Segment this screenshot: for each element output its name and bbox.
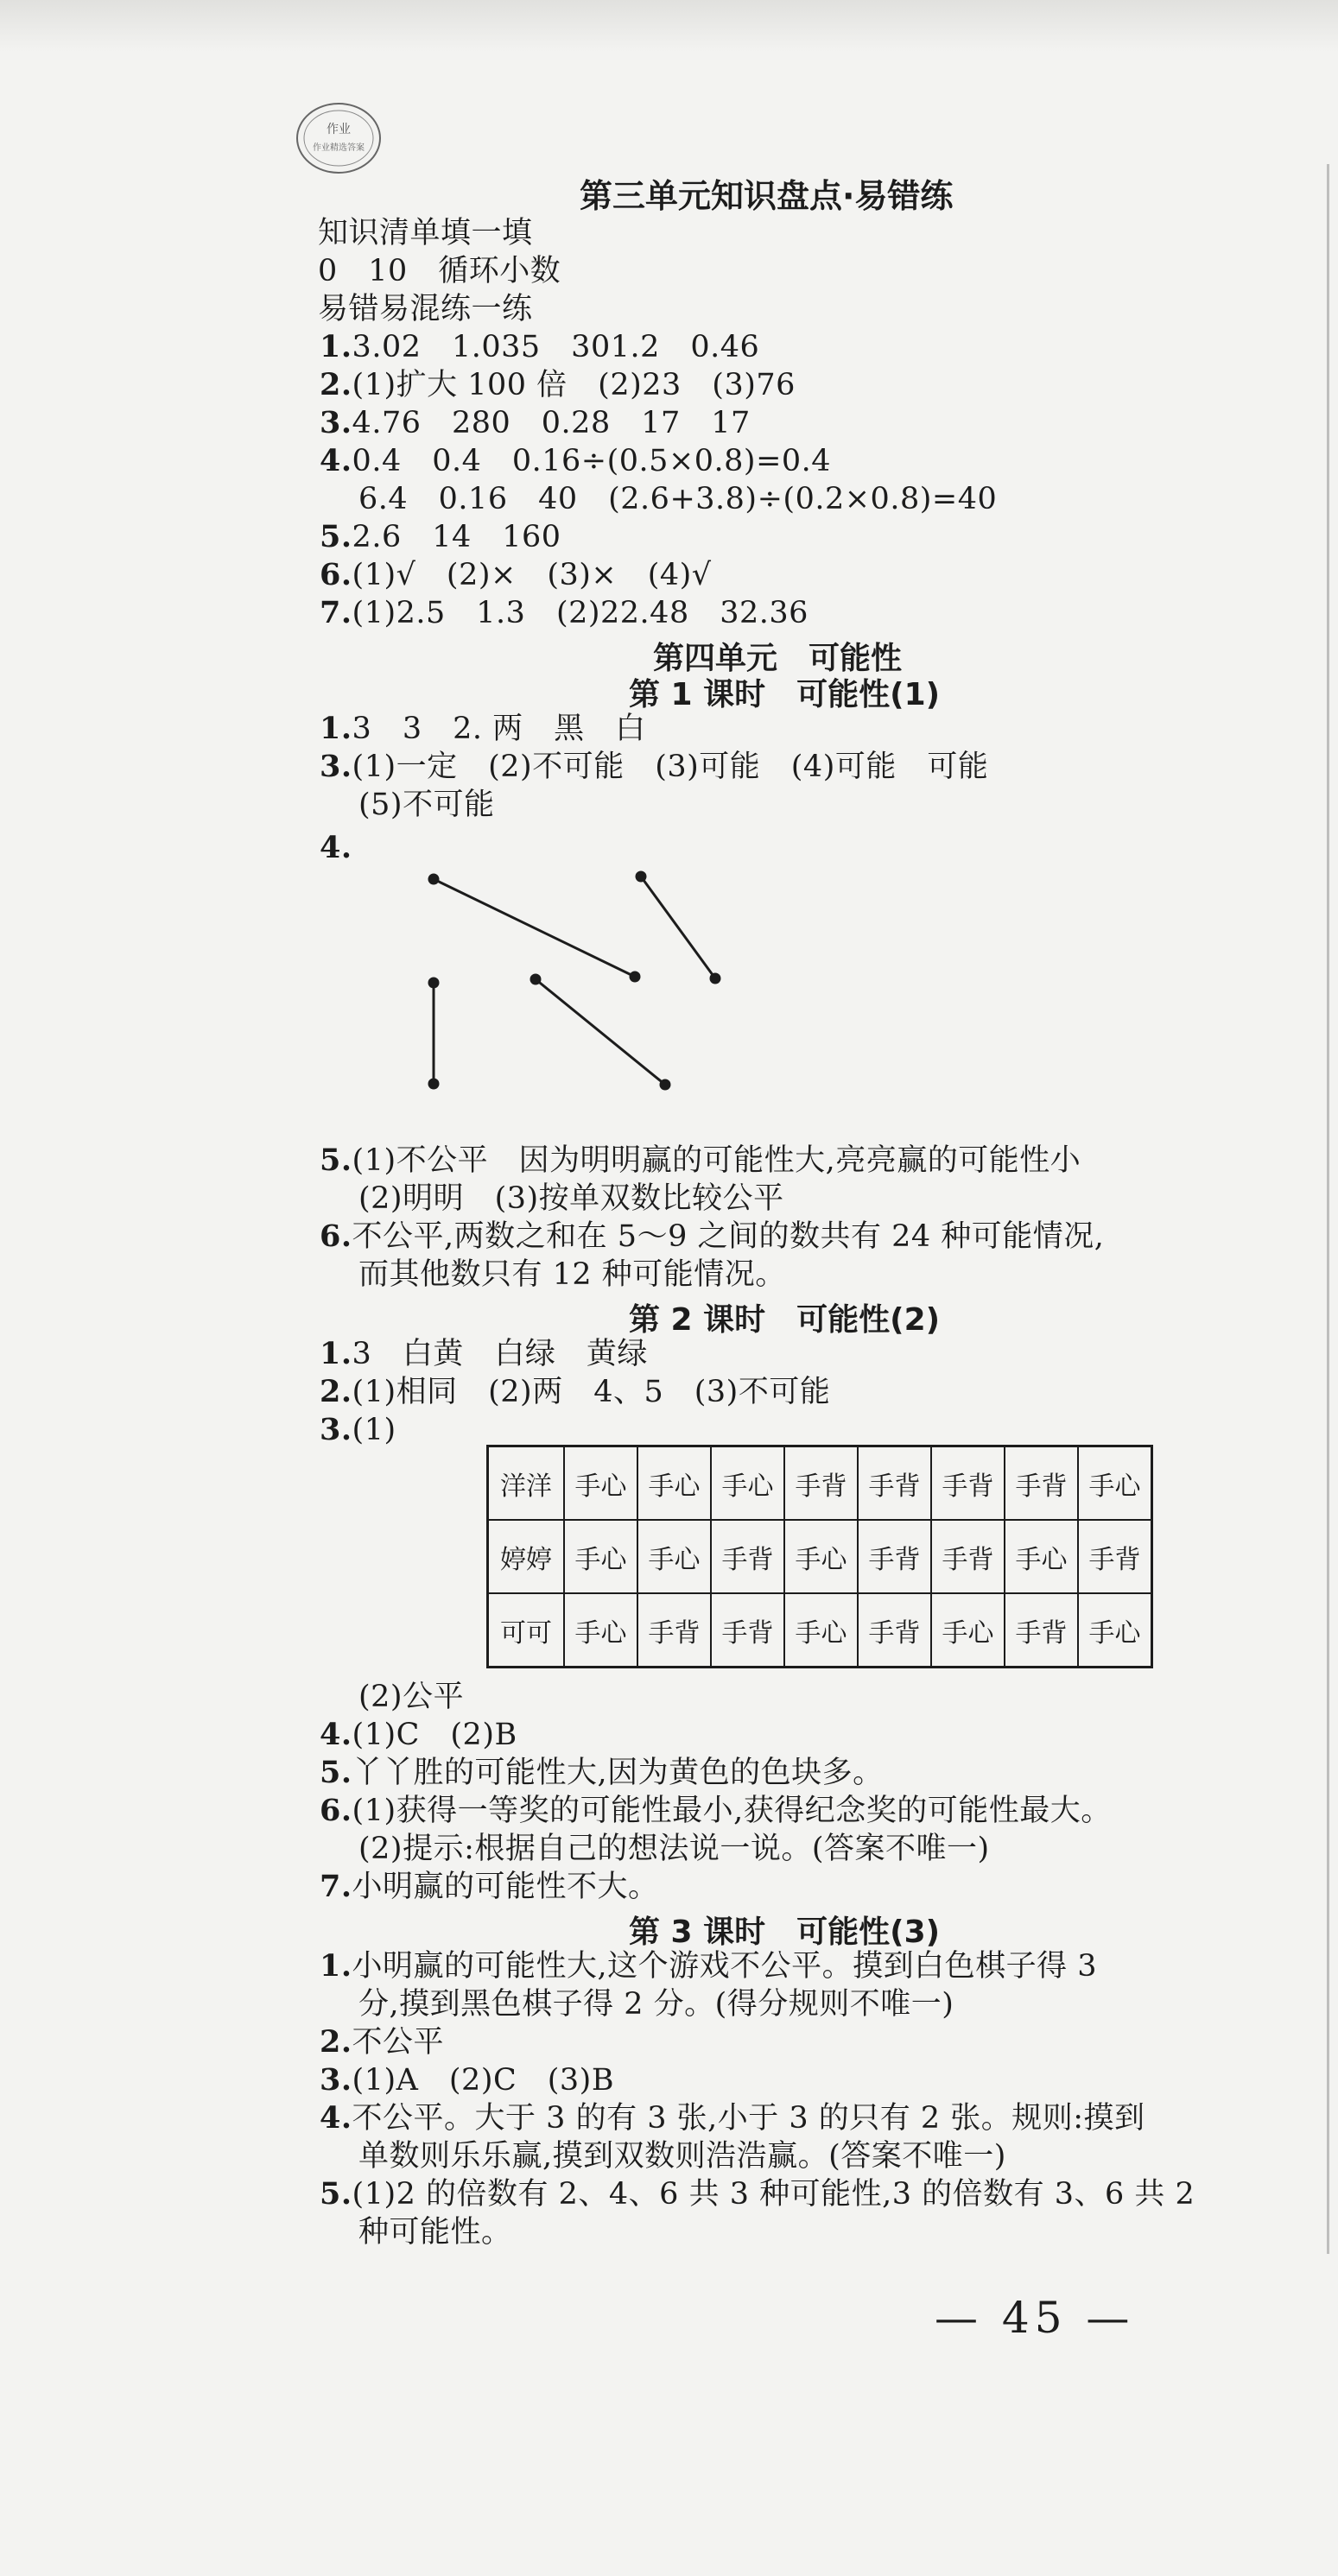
list-item: 6.不公平,两数之和在 5～9 之间的数共有 24 种可能情况, xyxy=(320,1218,1105,1254)
lesson1-title: 第 1 课时 可能性(1) xyxy=(629,677,941,712)
list-item: 4.不公平。大于 3 的有 3 张,小于 3 的只有 2 张。规则:摸到 xyxy=(320,2100,1145,2136)
list-item: 1.3.02 1.035 301.2 0.46 xyxy=(320,329,760,364)
list-item: 5.2.6 14 160 xyxy=(320,519,561,554)
list-item: 4.0.4 0.4 0.16÷(0.5×0.8)=0.4 xyxy=(320,443,832,478)
list-item: 7.(1)2.5 1.3 (2)22.48 32.36 xyxy=(320,595,809,630)
mix-heading: 易错易混练一练 xyxy=(318,292,533,326)
list-item: 5.(1)不公平 因为明明赢的可能性大,亮亮赢的可能性小 xyxy=(320,1142,1081,1178)
lesson3-title: 第 3 课时 可能性(3) xyxy=(629,1915,941,1950)
list-item: 1.3 3 2. 两 黑 白 xyxy=(320,711,646,746)
page-number: — 45 — xyxy=(935,2293,1135,2343)
list-item: 5.丫丫胜的可能性大,因为黄色的色块多。 xyxy=(320,1755,884,1790)
list-item: 6.(1)获得一等奖的可能性最小,获得纪念奖的可能性最大。 xyxy=(320,1793,1112,1828)
list-item: 6.4 0.16 40 (2.6+3.8)÷(0.2×0.8)=40 xyxy=(358,482,998,516)
list-item: 2.不公平 xyxy=(320,2024,445,2060)
svg-text:作业: 作业 xyxy=(327,123,351,136)
match-line xyxy=(536,979,665,1085)
list-item: (2)提示:根据自己的想法说一说。(答案不唯一) xyxy=(358,1832,990,1866)
list-item: 分,摸到黑色棋子得 2 分。(得分规则不唯一) xyxy=(358,1987,954,2022)
match-line xyxy=(434,879,635,977)
page-edge-line xyxy=(1327,164,1329,2254)
list-item: (2)明明 (3)按单双数比较公平 xyxy=(358,1181,784,1216)
list-item: 7.小明赢的可能性不大。 xyxy=(320,1869,659,1904)
hand-game-table xyxy=(486,1445,1153,1668)
list-item: 3.(1)A (2)C (3)B xyxy=(320,2062,615,2098)
list-item: 单数则乐乐赢,摸到双数则浩浩赢。(答案不唯一) xyxy=(358,2139,1006,2174)
list-item: 6.(1)√ (2)× (3)× (4)√ xyxy=(320,557,712,592)
list-item: (5)不可能 xyxy=(358,788,495,822)
list-item: 3.4.76 280 0.28 17 17 xyxy=(320,405,751,440)
list-item: 3.(1) xyxy=(320,1412,396,1447)
list-item: 1.小明赢的可能性大,这个游戏不公平。摸到白色棋子得 3 xyxy=(320,1948,1098,1984)
list-item: 1.3 白黄 白绿 黄绿 xyxy=(320,1336,648,1371)
checklist-heading: 知识清单填一填 xyxy=(318,216,533,250)
list-item: 而其他数只有 12 种可能情况。 xyxy=(358,1257,786,1292)
table-row: 洋洋 手心 手心 手心 手背 手背 手背 手背 手心 xyxy=(488,1446,1152,1521)
scan-shadow xyxy=(0,0,1338,52)
list-item: 2.(1)扩大 100 倍 (2)23 (3)76 xyxy=(320,367,796,402)
homework-stamp-logo xyxy=(292,95,385,181)
table-row: 婷婷 手心 手心 手背 手心 手背 手背 手心 手背 xyxy=(488,1520,1152,1593)
list-item: 5.(1)2 的倍数有 2、4、6 共 3 种可能性,3 的倍数有 3、6 共 2 xyxy=(320,2176,1195,2212)
match-line xyxy=(641,877,715,978)
matching-lines-diagram xyxy=(415,864,743,1105)
list-item: 种可能性。 xyxy=(358,2215,512,2250)
checklist-answer: 0 10 循环小数 xyxy=(318,254,561,288)
list-item: 4.(1)C (2)B xyxy=(320,1717,517,1752)
list-item: 4. xyxy=(320,830,352,865)
unit3-title: 第三单元知识盘点·易错练 xyxy=(580,177,954,215)
list-item: 3.(1)一定 (2)不可能 (3)可能 (4)可能 可能 xyxy=(320,749,989,784)
unit4-title: 第四单元 可能性 xyxy=(653,641,903,676)
list-item: (2)公平 xyxy=(358,1680,465,1714)
svg-text:作业精选答案: 作业精选答案 xyxy=(313,143,365,153)
list-item: 2.(1)相同 (2)两 4、5 (3)不可能 xyxy=(320,1374,831,1409)
lesson2-title: 第 2 课时 可能性(2) xyxy=(629,1302,941,1338)
table-row: 可可 手心 手背 手背 手心 手背 手心 手背 手心 xyxy=(488,1593,1152,1668)
